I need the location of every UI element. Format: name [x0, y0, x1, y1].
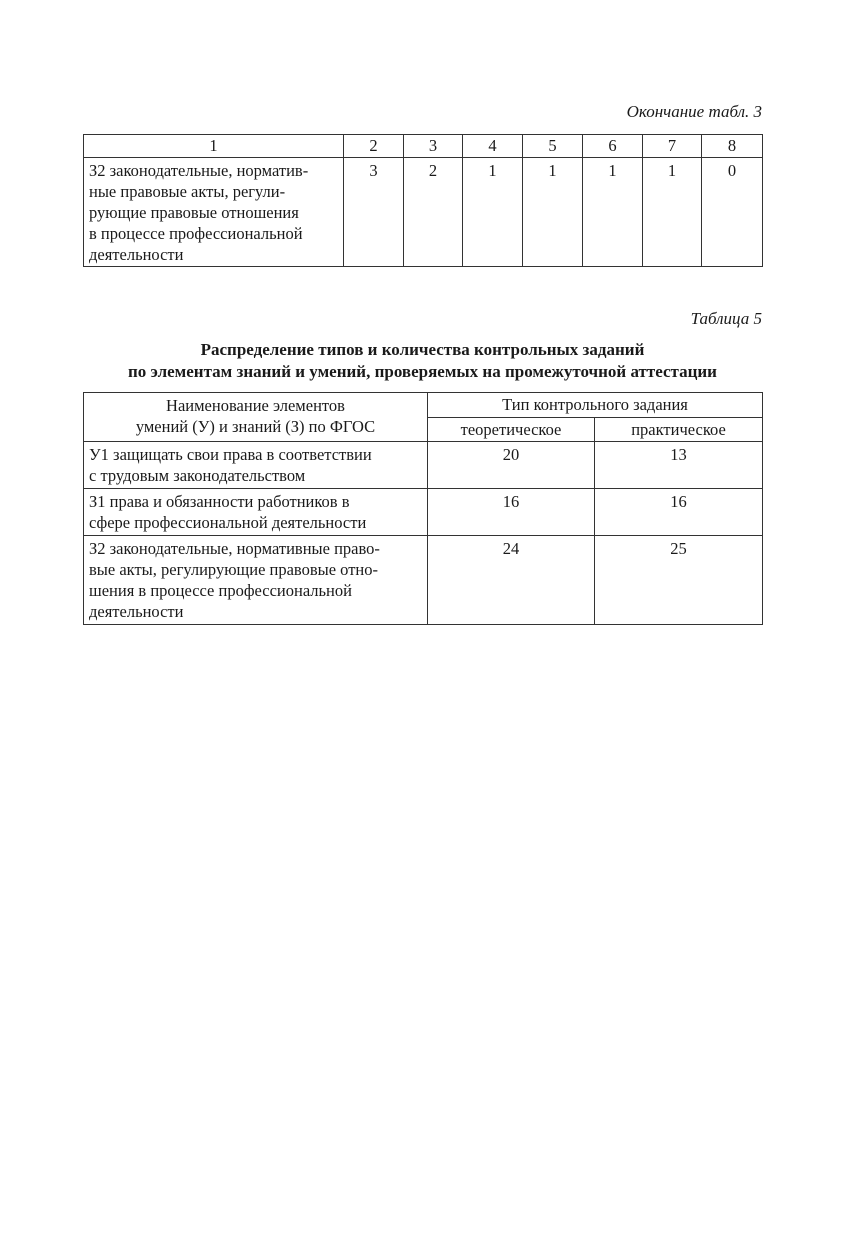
- table3-header-row: [84, 135, 763, 158]
- table-row: [84, 489, 763, 536]
- table3-value-cell: 2: [404, 158, 463, 267]
- table3-row-name: [84, 158, 344, 267]
- table3-continuation-caption: Окончание табл. 3: [626, 102, 762, 121]
- name-line: З2 законодательные, норматив-: [89, 161, 309, 180]
- name-line: З2 законодательные, нормативные право-: [89, 539, 380, 558]
- table5-title: [83, 339, 762, 383]
- table5-row-name: [84, 442, 428, 489]
- table3-header-cell: 6: [583, 135, 643, 158]
- table3-header-cell: 7: [643, 135, 702, 158]
- header-line: умений (У) и знаний (З) по ФГОС: [135, 417, 376, 436]
- table-row: [84, 158, 763, 267]
- header-line: Наименование элементов: [166, 396, 345, 415]
- name-line: вые акты, регулирующие правовые отно-: [89, 560, 378, 579]
- title-line: по элементам знаний и умений, проверяемых на промежуточной аттестации: [128, 362, 717, 381]
- name-line: шения в процессе профессиональной: [89, 581, 352, 600]
- table3-header-cell: 8: [702, 135, 763, 158]
- table3-value-cell: 1: [643, 158, 702, 267]
- name-line: З1 права и обязанности работников в: [89, 492, 350, 511]
- table5-theoretical-cell: 16: [428, 489, 595, 536]
- table-row: [84, 536, 763, 625]
- table3-value-cell: 0: [702, 158, 763, 267]
- table5-header-row: [84, 393, 763, 418]
- name-line: ные правовые акты, регули-: [89, 182, 286, 201]
- table5-header-type: Тип контрольного задания: [428, 393, 763, 418]
- table5-caption: Таблица 5: [690, 309, 762, 328]
- table5-row-name: [84, 489, 428, 536]
- name-line: с трудовым законодательством: [89, 466, 306, 485]
- table5-theoretical-cell: 24: [428, 536, 595, 625]
- name-line: в процессе профессиональной: [89, 224, 303, 243]
- table-row: [84, 442, 763, 489]
- table5-row-name: [84, 536, 428, 625]
- table5-practical-cell: 25: [595, 536, 763, 625]
- table5-theoretical-cell: 20: [428, 442, 595, 489]
- table3-value-cell: 1: [463, 158, 523, 267]
- table3-value-cell: 1: [523, 158, 583, 267]
- table3-header-cell: 3: [404, 135, 463, 158]
- name-line: рующие правовые отношения: [89, 203, 299, 222]
- name-line: деятельности: [89, 245, 184, 264]
- table3-header-cell: 1: [84, 135, 344, 158]
- table3-header-cell: 4: [463, 135, 523, 158]
- table5-practical-cell: 16: [595, 489, 763, 536]
- table3-value-cell: 3: [344, 158, 404, 267]
- table5-header-name: [84, 393, 428, 442]
- table3-header-cell: 5: [523, 135, 583, 158]
- table3-header-cell: 2: [344, 135, 404, 158]
- table5: [83, 392, 763, 625]
- name-line: сфере профессиональной деятельности: [89, 513, 367, 532]
- table5-header-practical: практическое: [595, 418, 763, 442]
- name-line: У1 защищать свои права в соответствии: [89, 445, 372, 464]
- table5-practical-cell: 13: [595, 442, 763, 489]
- table3: [83, 134, 763, 267]
- title-line: Распределение типов и количества контрольных заданий: [200, 340, 645, 359]
- table3-value-cell: 1: [583, 158, 643, 267]
- table5-header-theoretical: теоретическое: [428, 418, 595, 442]
- name-line: деятельности: [89, 602, 184, 621]
